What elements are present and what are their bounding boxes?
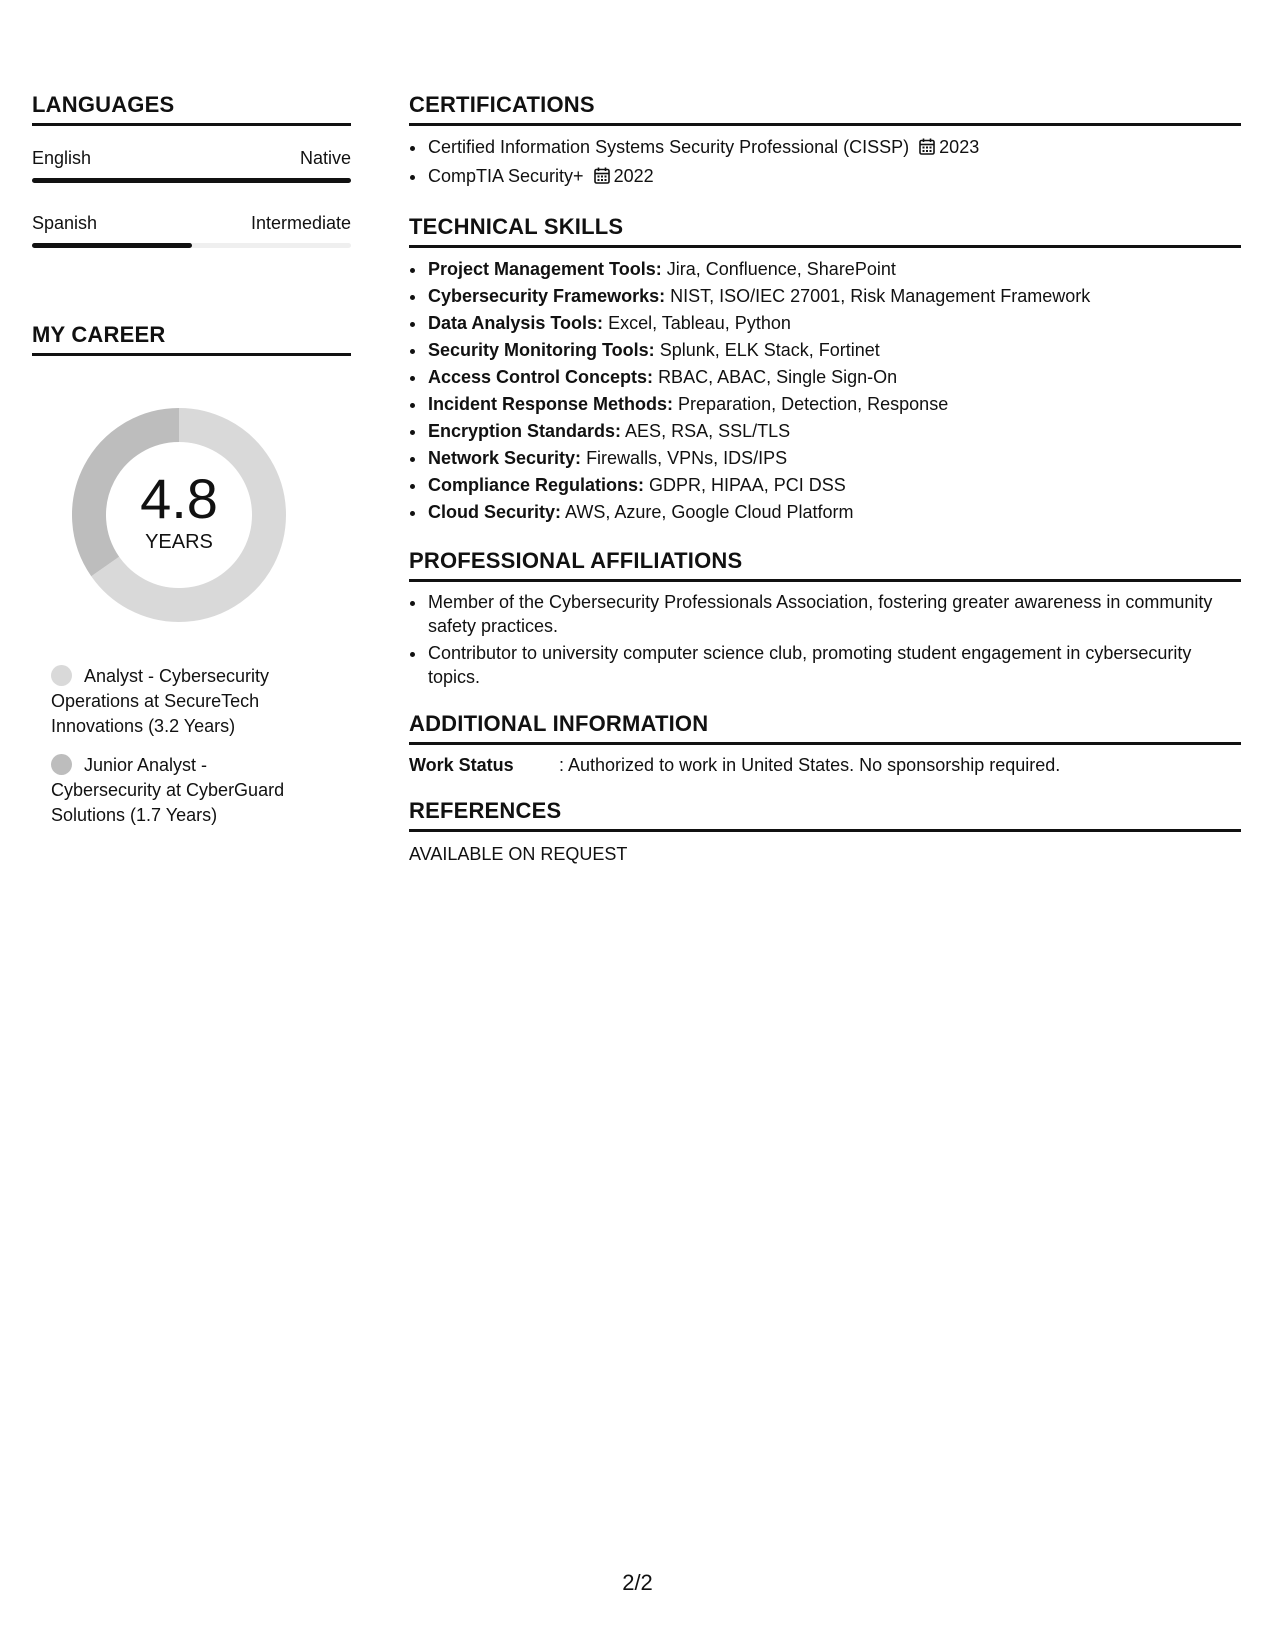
skill-label: Incident Response Methods:: [428, 394, 674, 414]
language-name: Spanish: [32, 213, 98, 233]
skill-label: Compliance Regulations:: [428, 475, 645, 495]
right-column: [409, 92, 1241, 865]
career-role-label: Analyst - Cybersecurity Operations at SecureTech Innovations (3.2 Years): [51, 666, 270, 736]
page-number: 2/2: [622, 1570, 653, 1595]
language-proficiency-fill: [32, 243, 192, 248]
skill-label: Project Management Tools:: [428, 259, 662, 279]
references-text: AVAILABLE ON REQUEST: [409, 844, 628, 864]
certification-item: [427, 134, 1241, 163]
skills-section: [409, 214, 1241, 526]
skill-item: [427, 337, 1241, 364]
skill-value: Jira, Confluence, SharePoint: [666, 259, 896, 279]
work-status-value: : Authorized to work in United States. No sponsorship required.: [559, 755, 1061, 775]
skill-value: Preparation, Detection, Response: [678, 394, 949, 414]
skill-item: [427, 283, 1241, 310]
language-proficiency-bar: [32, 243, 351, 248]
affiliations-heading: PROFESSIONAL AFFILIATIONS: [409, 548, 1241, 582]
skill-value: NIST, ISO/IEC 27001, Risk Management Framework: [670, 286, 1091, 306]
career-donut-chart: [66, 402, 292, 628]
skill-item: [427, 418, 1241, 445]
language-name: English: [32, 148, 92, 168]
legend-dot: [51, 665, 72, 686]
skill-item: [427, 472, 1241, 499]
certifications-list: [409, 134, 1241, 192]
skills-heading: TECHNICAL SKILLS: [409, 214, 1241, 248]
skill-label: Security Monitoring Tools:: [428, 340, 655, 360]
career-legend: [51, 664, 311, 828]
skill-label: Encryption Standards:: [428, 421, 622, 441]
work-status-label: Work Status: [409, 755, 514, 775]
affiliation-item: • Member of the Cybersecurity Professionals Association, fostering greater awareness in community safety practices.: [427, 590, 1241, 638]
career-total-unit: YEARS: [145, 530, 213, 553]
certification-name: CompTIA Security+: [428, 166, 584, 186]
career-heading: MY CAREER: [32, 322, 351, 356]
certification-year: 2023: [939, 137, 980, 157]
affiliation-item: • Contributor to university computer science club, promoting student engagement in cybersecurity topics.: [427, 641, 1241, 689]
certification-item: [427, 163, 1241, 192]
language-proficiency-bar: [32, 178, 351, 183]
career-total-years: 4.8: [140, 466, 218, 530]
left-column: [32, 92, 351, 828]
career-legend-item: [51, 753, 311, 828]
skill-label: Data Analysis Tools:: [428, 313, 604, 333]
certifications-heading: CERTIFICATIONS: [409, 92, 1241, 126]
skill-value: AES, RSA, SSL/TLS: [625, 421, 791, 441]
career-role-label: Junior Analyst - Cybersecurity at CyberGuard Solutions (1.7 Years): [51, 755, 285, 825]
skill-item: [427, 445, 1241, 472]
skill-label: Cloud Security:: [428, 502, 562, 522]
skill-value: AWS, Azure, Google Cloud Platform: [565, 502, 854, 522]
additional-info-section: [409, 711, 1241, 776]
skill-item: [427, 364, 1241, 391]
skill-item: [427, 499, 1241, 526]
skill-item: [427, 256, 1241, 283]
skill-label: Network Security:: [428, 448, 582, 468]
references-heading: REFERENCES: [409, 798, 1241, 832]
skill-label: Access Control Concepts:: [428, 367, 654, 387]
skill-item: [427, 310, 1241, 337]
references-section: [409, 798, 1241, 865]
skills-list: [409, 256, 1241, 526]
language-level: Intermediate: [250, 213, 351, 233]
legend-dot: [51, 754, 72, 775]
affiliations-section: [409, 548, 1241, 689]
calendar-icon: [919, 136, 935, 163]
language-spanish: [32, 213, 351, 248]
career-legend-item: [51, 664, 311, 739]
calendar-icon: [594, 165, 610, 192]
skill-value: Firewalls, VPNs, IDS/IPS: [586, 448, 788, 468]
skill-value: RBAC, ABAC, Single Sign-On: [658, 367, 898, 387]
languages-heading: LANGUAGES: [32, 92, 351, 126]
skill-item: [427, 391, 1241, 418]
skill-value: Splunk, ELK Stack, Fortinet: [659, 340, 880, 360]
affiliations-list: [409, 590, 1241, 689]
language-english: [32, 148, 351, 183]
certification-year: 2022: [613, 166, 654, 186]
language-proficiency-fill: [32, 178, 351, 183]
skill-label: Cybersecurity Frameworks:: [428, 286, 666, 306]
certifications-section: [409, 92, 1241, 192]
skill-value: GDPR, HIPAA, PCI DSS: [649, 475, 846, 495]
additional-info-heading: ADDITIONAL INFORMATION: [409, 711, 1241, 745]
certification-name: Certified Information Systems Security Professional (CISSP): [428, 137, 910, 157]
skill-value: Excel, Tableau, Python: [608, 313, 791, 333]
language-level: Native: [299, 148, 351, 168]
work-status-row: [409, 755, 1241, 776]
